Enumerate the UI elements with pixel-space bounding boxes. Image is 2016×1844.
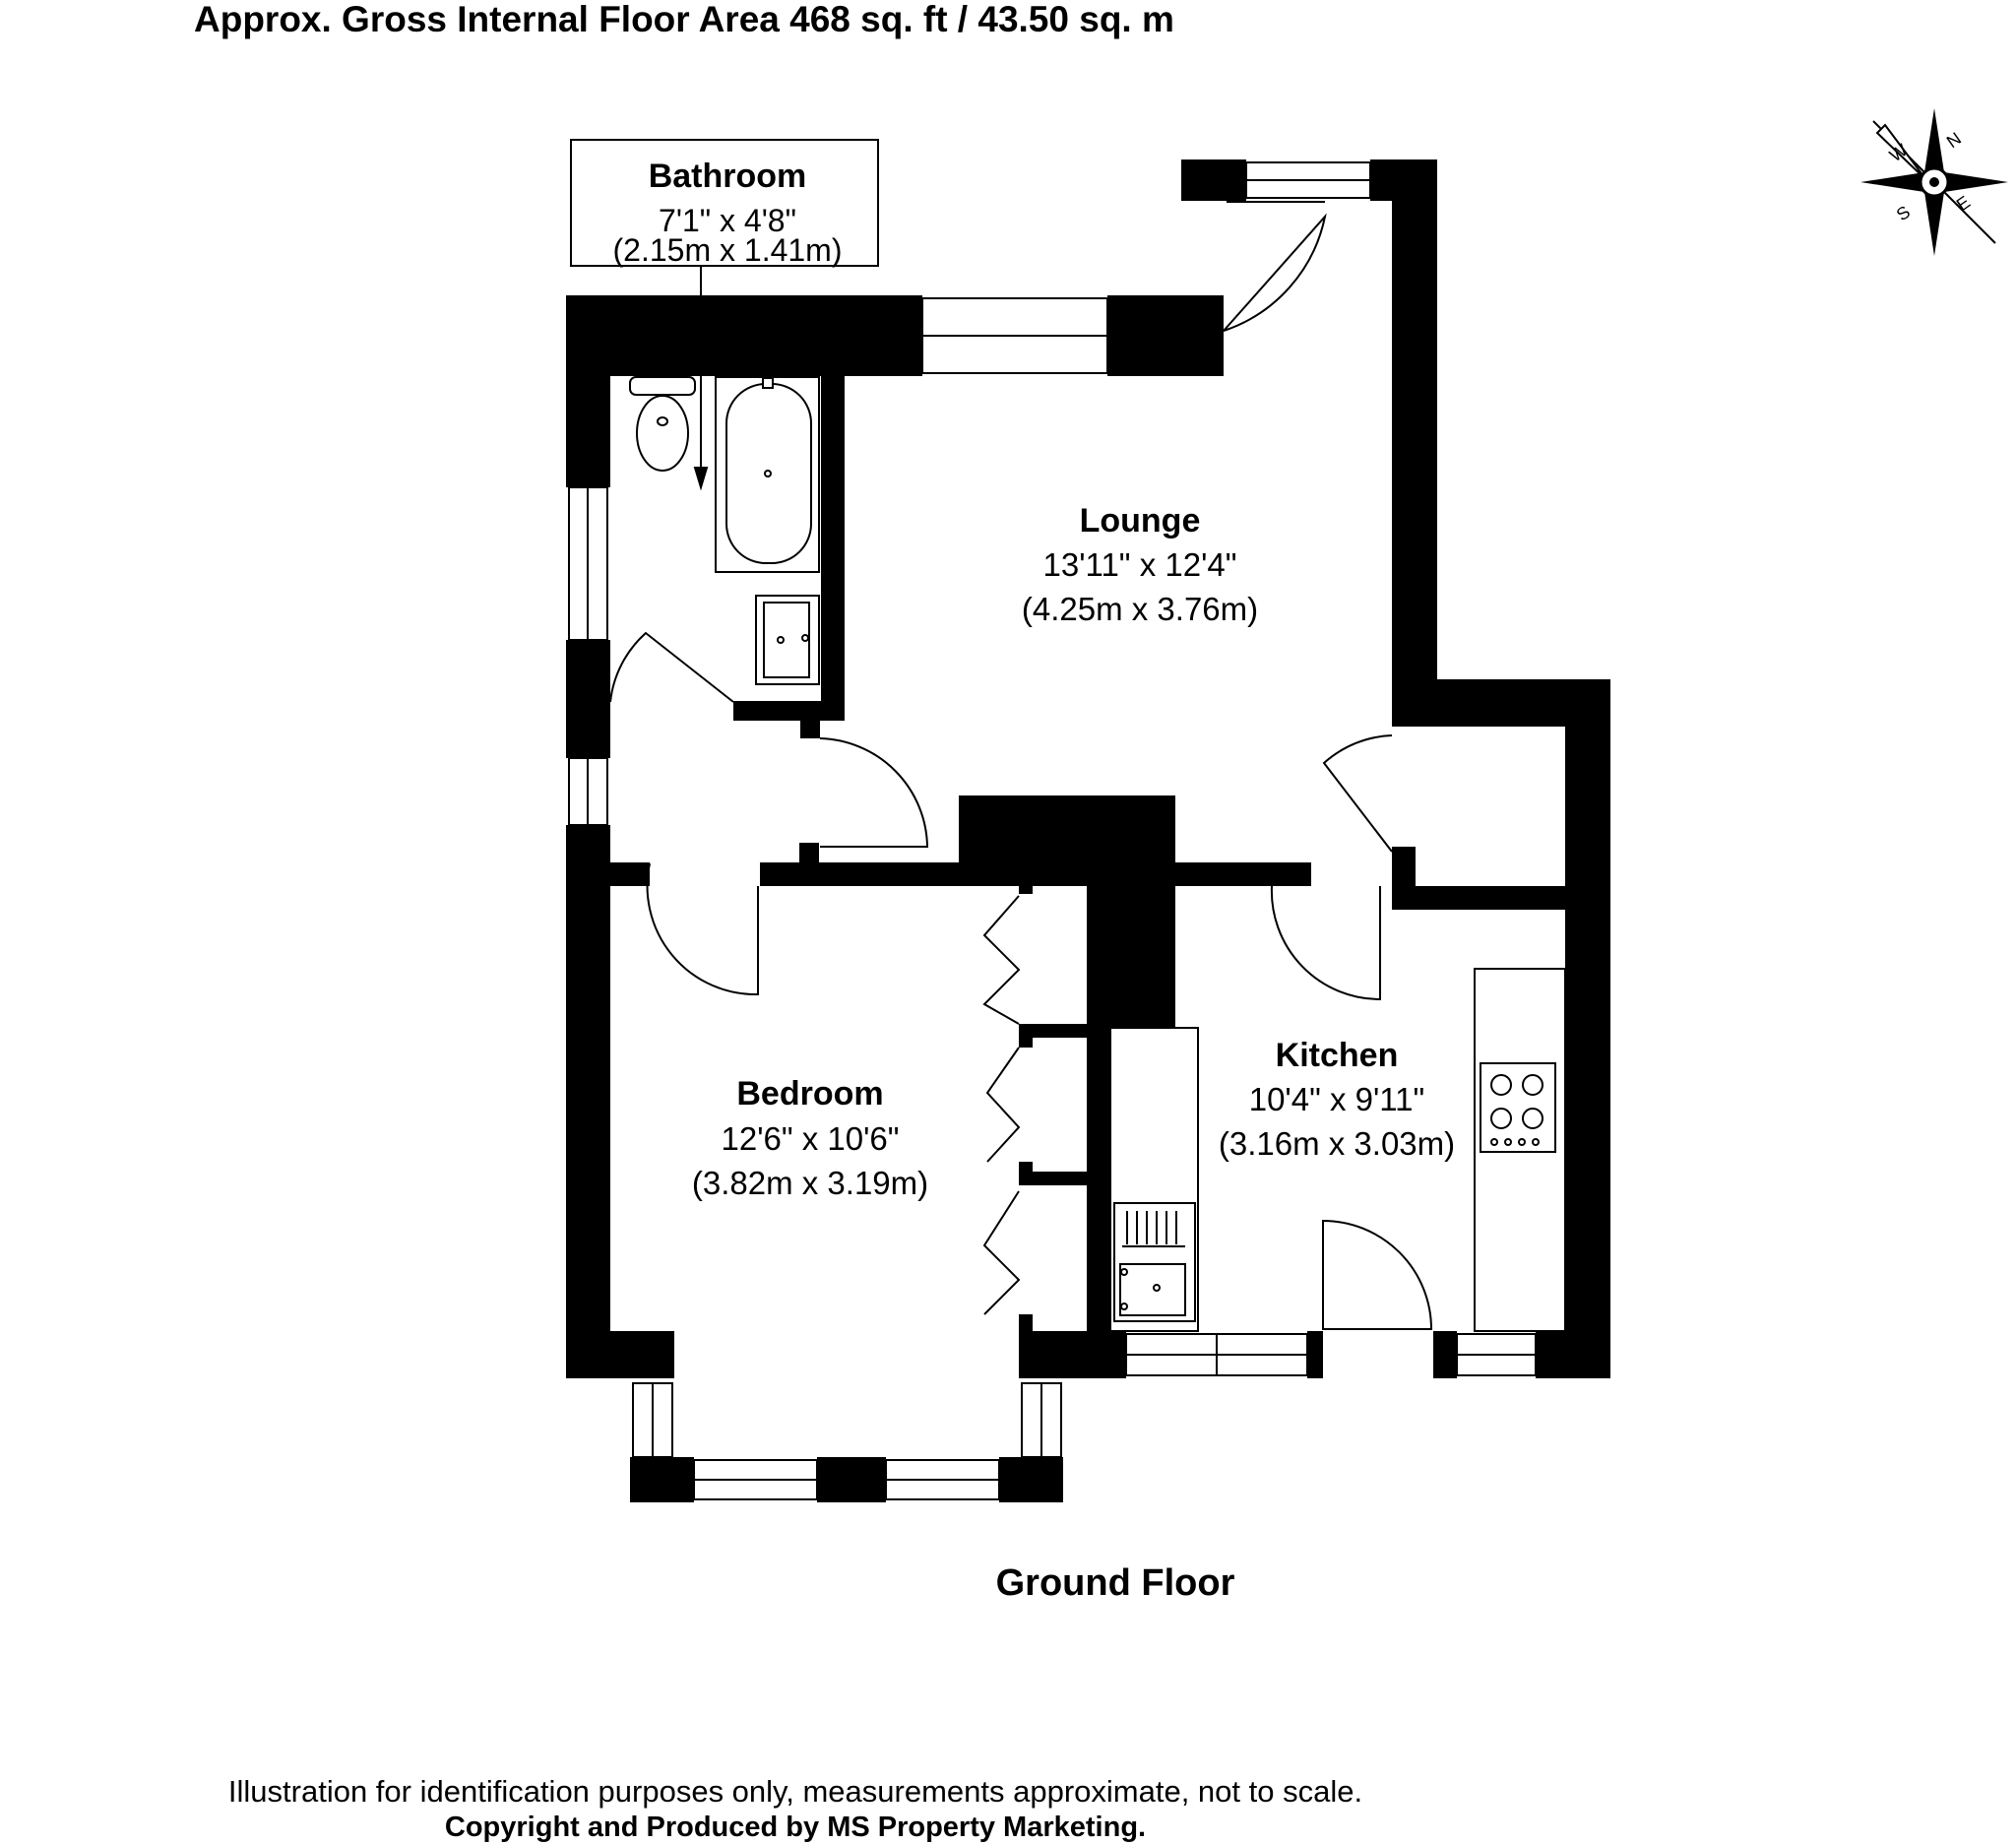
compass-e-label: E (1952, 192, 1975, 216)
sink-icon (1114, 1203, 1195, 1321)
bedroom-label (692, 1075, 928, 1201)
bathroom-dim-metric: (2.15m x 1.41m) (612, 232, 843, 268)
wardrobe-doors (984, 896, 1019, 1314)
kitchen-dim-imperial: 10'4" x 9'11" (1248, 1081, 1425, 1117)
lounge-name: Lounge (1079, 502, 1201, 540)
toilet-icon (630, 377, 695, 471)
lounge-label (1022, 502, 1258, 627)
lounge-dim-imperial: 13'11" x 12'4" (1042, 546, 1237, 583)
compass-icon (1860, 108, 2008, 256)
footer-copyright: Copyright and Produced by MS Property Marketing. (444, 1812, 1147, 1843)
bathroom-dim-imperial: 7'1" x 4'8" (659, 203, 796, 238)
bedroom-dim-metric: (3.82m x 3.19m) (691, 1165, 929, 1201)
basin-icon (756, 596, 819, 684)
page-title: Approx. Gross Internal Floor Area 468 sq. ft / 43.50 sq. m (194, 0, 1174, 39)
bedroom-name: Bedroom (736, 1075, 884, 1113)
floor-label: Ground Floor (995, 1562, 1235, 1604)
bedroom-dim-imperial: 12'6" x 10'6" (721, 1120, 900, 1157)
lounge-dim-metric: (4.25m x 3.76m) (1021, 591, 1259, 627)
kitchen-dim-metric: (3.16m x 3.03m) (1218, 1125, 1456, 1162)
footer-disclaimer: Illustration for identification purposes only, measurements approximate, not to scale. (227, 1774, 1363, 1809)
bathroom-name: Bathroom (648, 158, 807, 195)
kitchen-name: Kitchen (1275, 1037, 1399, 1074)
compass-s-label: S (1892, 202, 1915, 225)
compass-n-label: N (1942, 128, 1965, 153)
kitchen-label (1219, 1037, 1455, 1162)
bath-icon (716, 377, 819, 572)
hob-icon (1480, 1063, 1555, 1152)
compass-w-label: W (1885, 140, 1912, 166)
